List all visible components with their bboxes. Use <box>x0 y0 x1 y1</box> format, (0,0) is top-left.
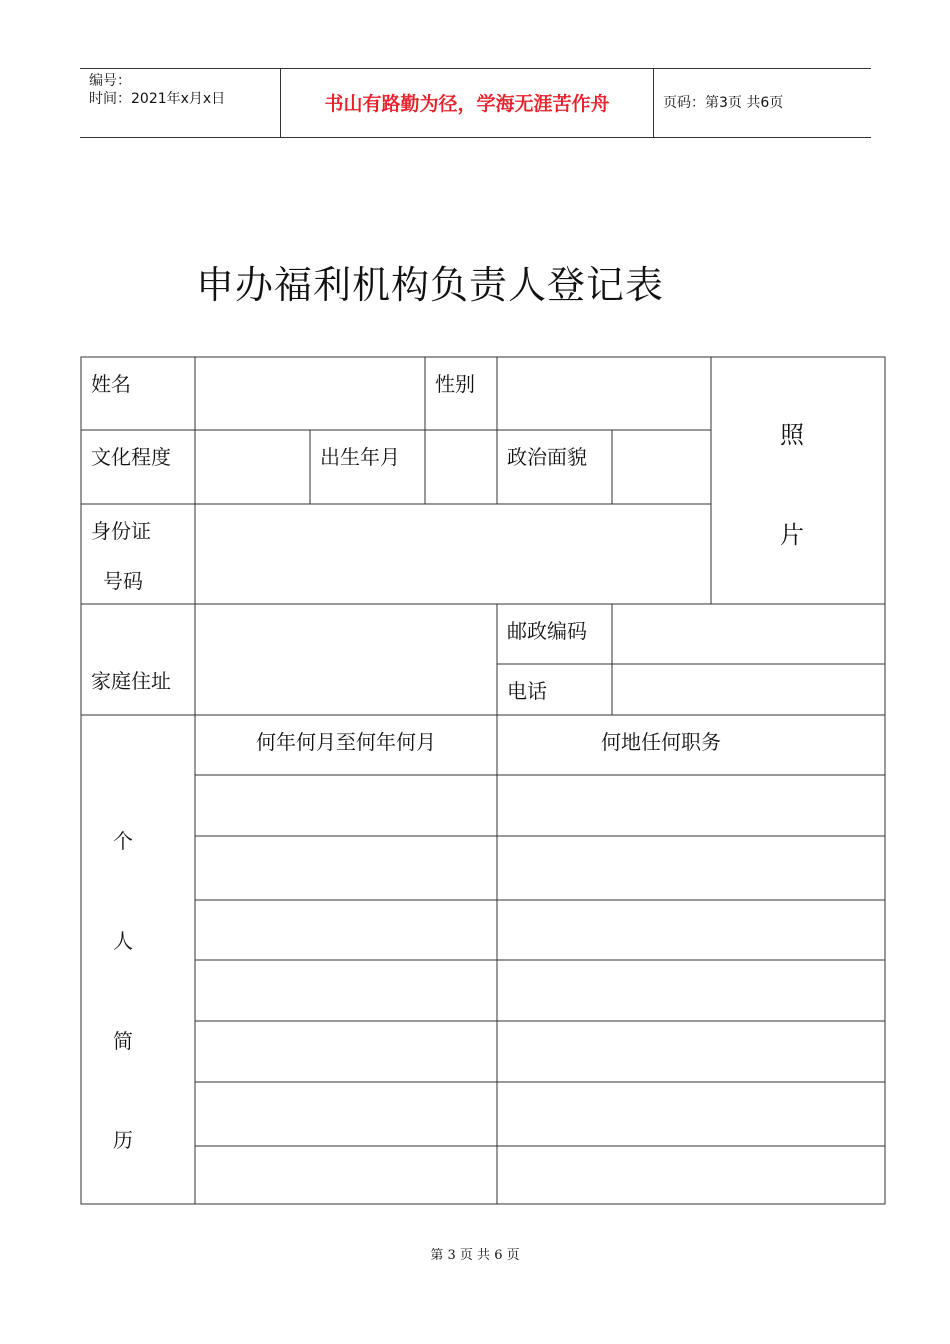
name-label: 姓名 <box>91 372 131 396</box>
education-label: 文化程度 <box>91 445 171 469</box>
resume-label-char: 个 <box>113 829 133 853</box>
address-label: 家庭住址 <box>91 669 171 693</box>
political-label: 政治面貌 <box>507 445 587 469</box>
birth-label: 出生年月 <box>320 445 400 469</box>
phone-label: 电话 <box>507 679 547 703</box>
page-label: 页码：第3页 共6页 <box>663 95 784 111</box>
id-label-line2: 号码 <box>103 569 143 593</box>
resume-label-char: 人 <box>113 929 133 953</box>
photo-label-top: 照 <box>780 421 804 449</box>
resume-period-header: 何年何月至何年何月 <box>256 730 436 754</box>
number-label: 编号： <box>89 73 131 89</box>
time-label: 时间：2021年x月x日 <box>89 91 226 107</box>
resume-label-char: 简 <box>113 1029 133 1053</box>
photo-label-bottom: 片 <box>780 521 804 549</box>
id-label-line1: 身份证 <box>91 519 151 543</box>
motto-text: 书山有路勤为径，学海无涯苦作舟 <box>324 93 610 115</box>
gender-label: 性别 <box>435 372 475 396</box>
resume-position-header: 何地任何职务 <box>601 730 721 754</box>
postcode-label: 邮政编码 <box>507 619 587 643</box>
page-title: 申办福利机构负责人登记表 <box>195 263 664 307</box>
resume-label-char: 历 <box>113 1128 133 1152</box>
page-footer: 第 3 页 共 6 页 <box>430 1248 520 1263</box>
